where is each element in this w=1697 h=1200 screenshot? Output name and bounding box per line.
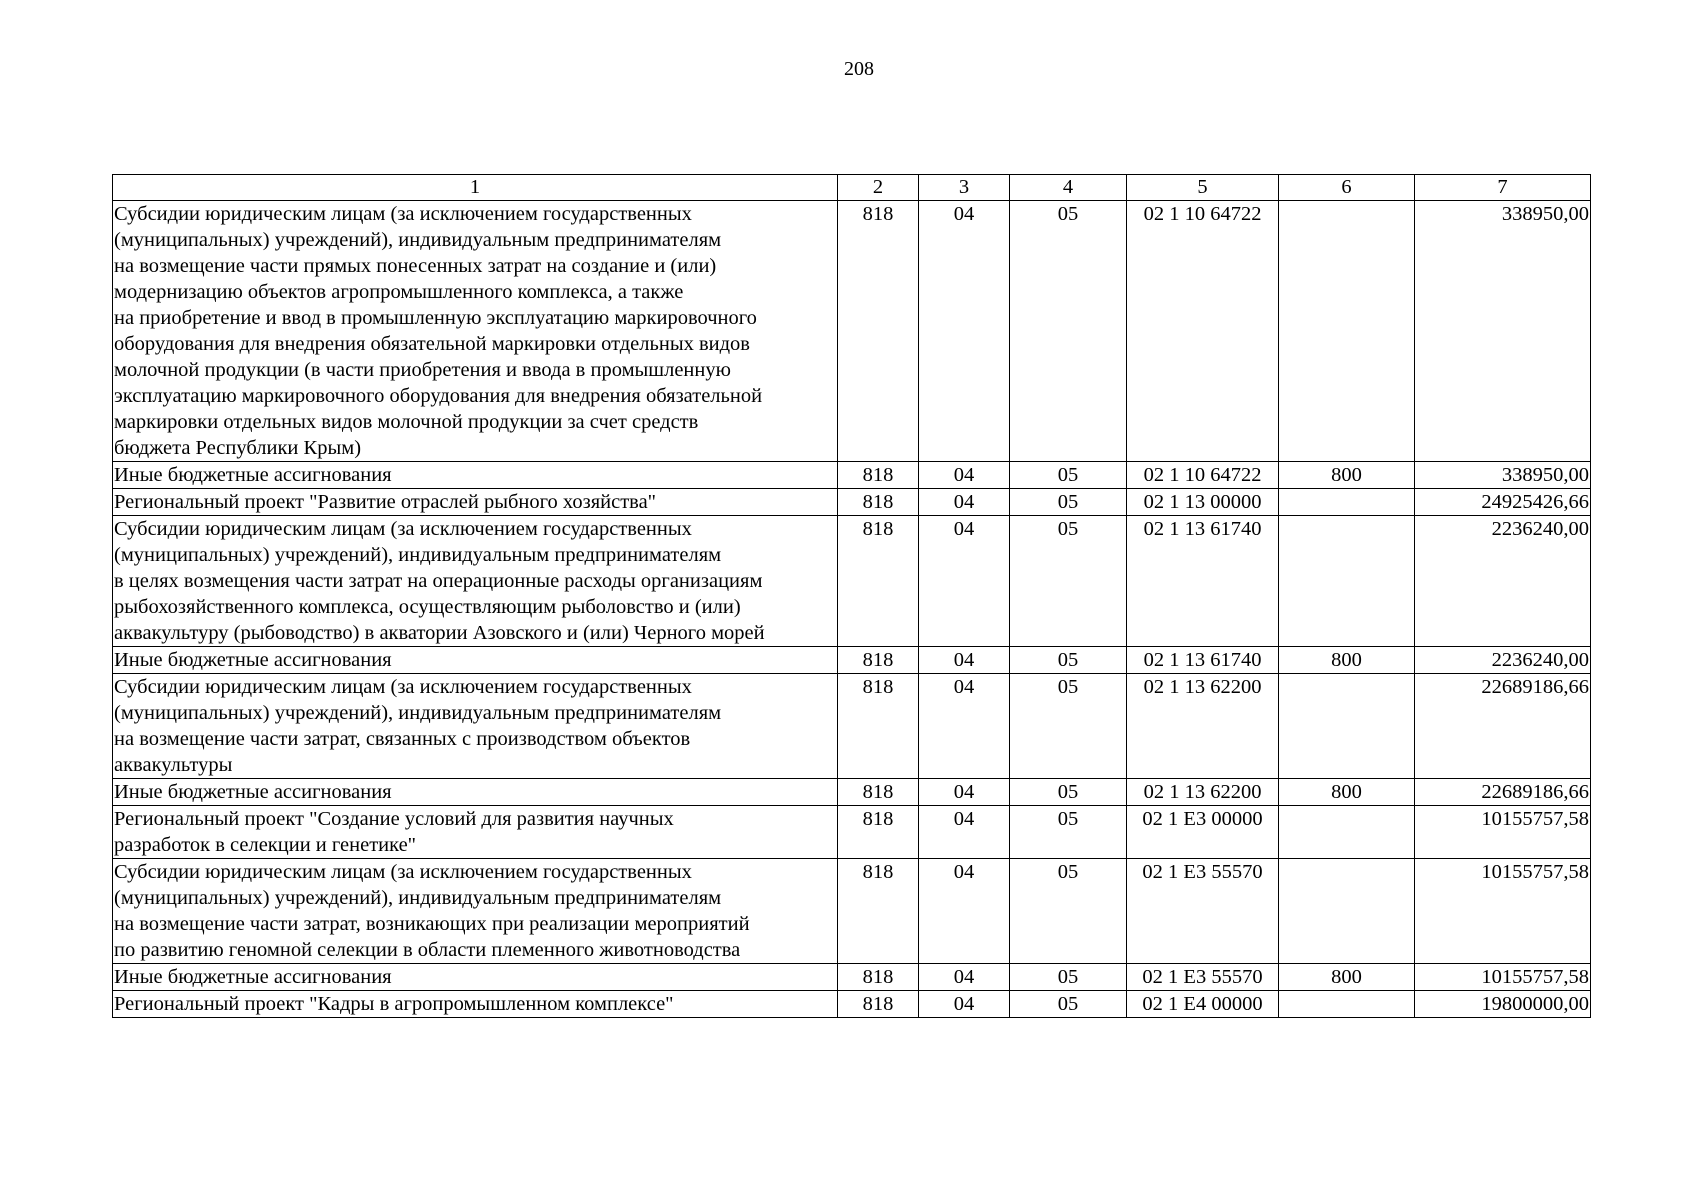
item-name-cell — [113, 779, 838, 806]
column-header-6: 6 — [1279, 175, 1415, 201]
amount-cell: 22689186,66 — [1415, 779, 1591, 806]
target-article-cell: 02 1 13 61740 — [1127, 647, 1279, 674]
item-name-line: Субсидии юридическим лицам (за исключением государственных — [114, 518, 692, 540]
expense-type-cell: 800 — [1279, 462, 1415, 489]
table-row — [113, 964, 1591, 991]
section-code-cell: 04 — [919, 779, 1010, 806]
item-name-line: (муниципальных) учреждений), индивидуальным предпринимателям — [114, 544, 722, 566]
item-name-line: Региональный проект "Развитие отраслей рыбного хозяйства" — [114, 491, 657, 513]
target-article-cell: 02 1 13 61740 — [1127, 516, 1279, 647]
target-article-cell: 02 1 10 64722 — [1127, 201, 1279, 462]
target-article-cell: 02 1 13 00000 — [1127, 489, 1279, 516]
section-code-cell: 04 — [919, 489, 1010, 516]
column-header-4: 4 — [1010, 175, 1127, 201]
expense-type-cell — [1279, 859, 1415, 964]
table-row — [113, 991, 1591, 1018]
expense-type-cell — [1279, 674, 1415, 779]
table-row — [113, 674, 1591, 779]
section-code-cell: 04 — [919, 806, 1010, 859]
item-name-cell — [113, 806, 838, 859]
item-name-cell — [113, 462, 838, 489]
ministry-code-cell: 818 — [838, 201, 919, 462]
expense-type-cell — [1279, 991, 1415, 1018]
ministry-code-cell: 818 — [838, 859, 919, 964]
column-header-5: 5 — [1127, 175, 1279, 201]
ministry-code-cell: 818 — [838, 516, 919, 647]
ministry-code-cell: 818 — [838, 647, 919, 674]
column-header-7: 7 — [1415, 175, 1591, 201]
table-row — [113, 462, 1591, 489]
item-name-cell — [113, 991, 838, 1018]
subsection-code-cell: 05 — [1010, 806, 1127, 859]
amount-cell: 10155757,58 — [1415, 806, 1591, 859]
item-name-line: Субсидии юридическим лицам (за исключением государственных — [114, 861, 692, 883]
item-name-cell — [113, 489, 838, 516]
section-code-cell: 04 — [919, 201, 1010, 462]
amount-cell: 338950,00 — [1415, 201, 1591, 462]
item-name-line: Иные бюджетные ассигнования — [114, 649, 392, 671]
amount-cell: 19800000,00 — [1415, 991, 1591, 1018]
expense-type-cell — [1279, 516, 1415, 647]
column-header-1: 1 — [113, 175, 838, 201]
item-name-cell — [113, 964, 838, 991]
item-name-cell — [113, 516, 838, 647]
item-name-line: бюджета Республики Крым) — [114, 437, 362, 459]
item-name-cell — [113, 647, 838, 674]
section-code-cell: 04 — [919, 859, 1010, 964]
expense-type-cell — [1279, 806, 1415, 859]
item-name-line: аквакультуры — [114, 754, 233, 776]
header-row — [113, 175, 1591, 201]
section-code-cell: 04 — [919, 964, 1010, 991]
table-row — [113, 779, 1591, 806]
item-name-line: молочной продукции (в части приобретения и ввода в промышленную — [114, 359, 731, 381]
amount-cell: 2236240,00 — [1415, 647, 1591, 674]
item-name-line: (муниципальных) учреждений), индивидуальным предпринимателям — [114, 887, 722, 909]
item-name-line: Субсидии юридическим лицам (за исключением государственных — [114, 203, 692, 225]
item-name-line: по развитию геномной селекции в области племенного животноводства — [114, 939, 741, 961]
item-name-line: (муниципальных) учреждений), индивидуальным предпринимателям — [114, 229, 722, 251]
page-number: 208 — [844, 58, 874, 80]
subsection-code-cell: 05 — [1010, 674, 1127, 779]
table-row — [113, 201, 1591, 462]
subsection-code-cell: 05 — [1010, 964, 1127, 991]
column-header-2: 2 — [838, 175, 919, 201]
item-name-line: модернизацию объектов агропромышленного комплекса, а также — [114, 281, 684, 303]
target-article-cell: 02 1 10 64722 — [1127, 462, 1279, 489]
item-name-line: Региональный проект "Кадры в агропромышленном комплексе" — [114, 993, 674, 1015]
item-name-line: оборудования для внедрения обязательной маркировки отдельных видов — [114, 333, 750, 355]
target-article-cell: 02 1 13 62200 — [1127, 674, 1279, 779]
subsection-code-cell: 05 — [1010, 991, 1127, 1018]
item-name-line: (муниципальных) учреждений), индивидуальным предпринимателям — [114, 702, 722, 724]
subsection-code-cell: 05 — [1010, 859, 1127, 964]
subsection-code-cell: 05 — [1010, 516, 1127, 647]
expense-type-cell: 800 — [1279, 964, 1415, 991]
item-name-line: Иные бюджетные ассигнования — [114, 781, 392, 803]
section-code-cell: 04 — [919, 516, 1010, 647]
item-name-line: рыбохозяйственного комплекса, осуществляющим рыболовство и (или) — [114, 596, 741, 618]
amount-cell: 10155757,58 — [1415, 964, 1591, 991]
subsection-code-cell: 05 — [1010, 201, 1127, 462]
amount-cell: 22689186,66 — [1415, 674, 1591, 779]
expense-type-cell — [1279, 201, 1415, 462]
target-article-cell: 02 1 E4 00000 — [1127, 991, 1279, 1018]
subsection-code-cell: 05 — [1010, 779, 1127, 806]
item-name-line: Иные бюджетные ассигнования — [114, 966, 392, 988]
ministry-code-cell: 818 — [838, 991, 919, 1018]
item-name-line: в целях возмещения части затрат на операционные расходы организациям — [114, 570, 763, 592]
table-row — [113, 489, 1591, 516]
ministry-code-cell: 818 — [838, 964, 919, 991]
expense-type-cell — [1279, 489, 1415, 516]
section-code-cell: 04 — [919, 991, 1010, 1018]
ministry-code-cell: 818 — [838, 779, 919, 806]
budget-table — [112, 174, 1591, 1018]
item-name-cell — [113, 201, 838, 462]
target-article-cell: 02 1 13 62200 — [1127, 779, 1279, 806]
target-article-cell: 02 1 E3 00000 — [1127, 806, 1279, 859]
table-row — [113, 516, 1591, 647]
item-name-line: на возмещение части прямых понесенных затрат на создание и (или) — [114, 255, 717, 277]
amount-cell: 2236240,00 — [1415, 516, 1591, 647]
item-name-line: на возмещение части затрат, связанных с производством объектов — [114, 728, 691, 750]
item-name-line: Иные бюджетные ассигнования — [114, 464, 392, 486]
ministry-code-cell: 818 — [838, 806, 919, 859]
item-name-cell — [113, 859, 838, 964]
amount-cell: 338950,00 — [1415, 462, 1591, 489]
amount-cell: 10155757,58 — [1415, 859, 1591, 964]
item-name-line: маркировки отдельных видов молочной продукции за счет средств — [114, 411, 699, 433]
item-name-line: аквакультуру (рыбоводство) в акватории Азовского и (или) Черного морей — [114, 622, 765, 644]
section-code-cell: 04 — [919, 647, 1010, 674]
target-article-cell: 02 1 E3 55570 — [1127, 964, 1279, 991]
item-name-line: Региональный проект "Создание условий для развития научных — [114, 808, 674, 830]
expense-type-cell: 800 — [1279, 647, 1415, 674]
section-code-cell: 04 — [919, 674, 1010, 779]
subsection-code-cell: 05 — [1010, 647, 1127, 674]
table-row — [113, 647, 1591, 674]
ministry-code-cell: 818 — [838, 489, 919, 516]
item-name-line: на возмещение части затрат, возникающих при реализации мероприятий — [114, 913, 750, 935]
item-name-line: Субсидии юридическим лицам (за исключением государственных — [114, 676, 692, 698]
ministry-code-cell: 818 — [838, 674, 919, 779]
target-article-cell: 02 1 E3 55570 — [1127, 859, 1279, 964]
item-name-line: разработок в селекции и генетике" — [114, 834, 417, 856]
item-name-line: эксплуатацию маркировочного оборудования для внедрения обязательной — [114, 385, 763, 407]
table-row — [113, 859, 1591, 964]
item-name-line: на приобретение и ввод в промышленную эксплуатацию маркировочного — [114, 307, 757, 329]
expense-type-cell: 800 — [1279, 779, 1415, 806]
subsection-code-cell: 05 — [1010, 489, 1127, 516]
column-header-3: 3 — [919, 175, 1010, 201]
item-name-cell — [113, 674, 838, 779]
section-code-cell: 04 — [919, 462, 1010, 489]
table-body — [113, 201, 1591, 1018]
ministry-code-cell: 818 — [838, 462, 919, 489]
amount-cell: 24925426,66 — [1415, 489, 1591, 516]
table-row — [113, 806, 1591, 859]
subsection-code-cell: 05 — [1010, 462, 1127, 489]
